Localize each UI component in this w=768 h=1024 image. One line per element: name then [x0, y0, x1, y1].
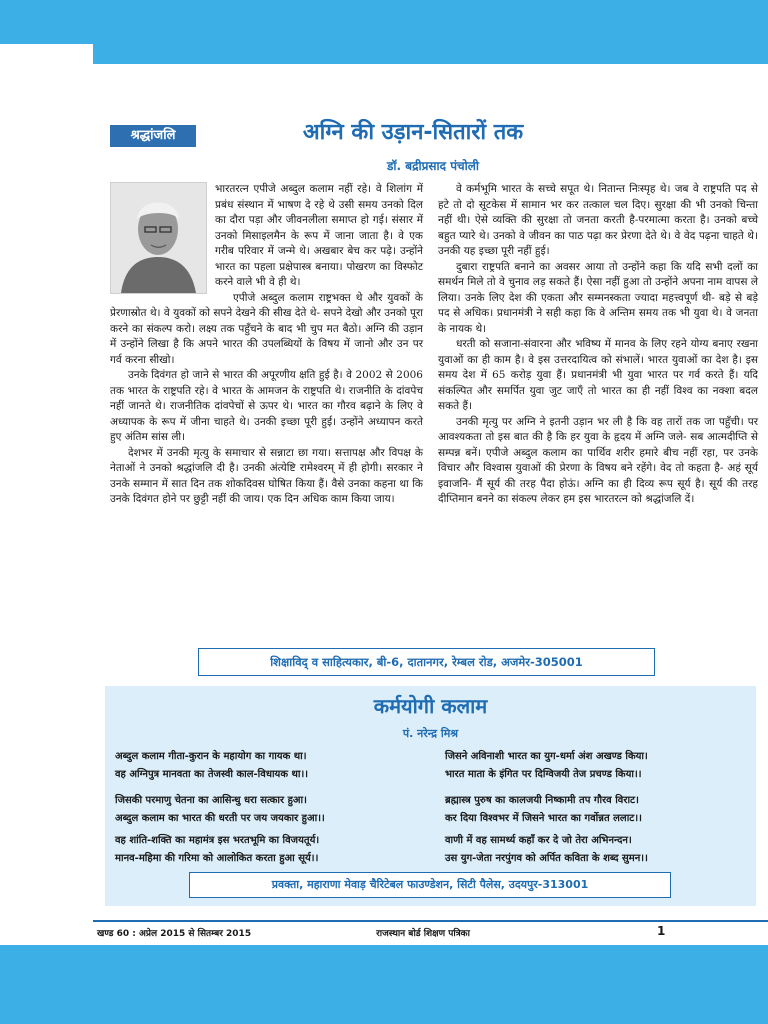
- poem-stanza: [445, 748, 648, 784]
- poem-stanza: [115, 792, 325, 828]
- paragraph: भारतरत्न एपीजे अब्दुल कलाम नहीं रहे। वे शिलांग में प्रबंध संस्थान में भाषण दे रहे थे उसी समय उनको दिल का दौरा पड़ा और जीवनलीला समाप्त हो गई। संसार में उनको मिसाइलमैन के रूप में जाना जाता है। वे एक गरीब परिवार में जन्मे थे। अखबार बेच कर पढ़े। उन्होंने भारत का पहला प्रक्षेपास्त्र बनाया। पोखरण का विस्फोट करने वाले भी वे ही थे।: [215, 183, 423, 288]
- bottom-color-band: [0, 945, 768, 1024]
- article-title: अग्नि की उड़ान-सितारों तक: [302, 120, 524, 145]
- poem-line: वह अग्निपुत्र मानवता का तेजस्वी काल-विधायक था।।: [115, 769, 309, 780]
- poem-line: कर दिया विश्वभर में जिसने भारत का गर्वोन्नत ललाट।।: [445, 813, 642, 824]
- poem-line: ब्रह्मास्त्र पुरुष का कालजयी निष्कामी तप गौरव विराट।: [445, 795, 639, 806]
- footer-rule: [93, 920, 768, 922]
- paragraph: उनके दिवंगत हो जाने से भारत की अपूरणीय क्षति हुई है। वे 2002 से 2006 तक भारत के राष्ट्रपति रहे। वे भारत के आमजन के राष्ट्रपति थे। राजनीति के दांवपेच नहीं जानते थे। राजनीतिक दांवपेचों से ऊपर थे। भारत का गौरव बढ़ाने के लिए वे अध्यापक के रूप में जीना चाहते थे। उनकी इच्छा पूरी हुई। उन्होंने अध्यापन करते हुए अंतिम सांस ली।: [110, 369, 423, 443]
- paragraph: धरती को सजाना-संवारना और भविष्य में मानव के लिए रहने योग्य बनाए रखना युवाओं का ही काम है। वे इस उत्तरदायित्व को संभालें। भारत युवाओं का देश है। इस समय देश में 65 करोड़ युवा हैं। प्रधानमंत्री भी युवा भारत पर गर्व करते हैं। यदि संकल्पित और समर्पित युवा जुट जाएँ तो भारत का ही नहीं विश्व का नक्शा बदल सकते हैं।: [438, 338, 758, 412]
- paragraph: एपीजे अब्दुल कलाम राष्ट्रभक्त थे और युवकों के प्रेरणास्रोत थे। वे युवकों को सपने देखने की सीख देते थे- सपने देखो और उनको पूरा करने का संकल्प करो। लक्ष्य तक पहुँचने के बाद भी चुप मत बैठो। अग्नि की उड़ान में उन्होंने लिखा है कि अपने भारत की उपलब्धियों के विषय में जानो और उन पर गर्व करना सीखो।: [110, 291, 423, 366]
- poem-line: भारत माता के इंगित पर दिग्विजयी तेज प्रचण्ड किया।।: [445, 769, 642, 780]
- poem-line: जिसकी परमाणु चेतना का आसिन्धु धरा सत्कार हुआ।: [115, 795, 307, 806]
- paragraph: दुबारा राष्ट्रपति बनाने का अवसर आया तो उन्होंने कहा कि यदि सभी दलों का समर्थन मिले तो वे चुनाव लड़ सकते हैं। ऐसा नहीं हुआ तो उन्होंने अपना नाम वापस ले लिया। उनके लिए देश की एकता और सम्मनस्कता ज्यादा महत्त्वपूर्ण थी- बड़े से बड़े पद से अधिक। प्रधानमंत्री ने सही कहा कि वे अन्तिम समय तक भी युवा थे। वे जनता के नायक थे।: [438, 260, 758, 335]
- poet-address: प्रवक्ता, महाराणा मेवाड़ चैरिटेबल फाउण्डेशन, सिटी पैलेस, उदयपुर-313001: [189, 872, 671, 898]
- paragraph: देशभर में उनकी मृत्यु के समाचार से सन्नाटा छा गया। सत्तापक्ष और विपक्ष के नेताओं ने उनको श्रद्धांजलि दी है। उनकी अंत्येष्टि रामेश्वरम् में ही होगी। सरकार ने उनके सम्मान में सात दिन तक शोकदिवस घोषित किया हैं। वैसे उनका कहना था कि उनके दिवंगत होने पर छुट्टी नहीं की जाय। एक दिन अधिक काम किया जाय।: [110, 446, 423, 505]
- poem-stanza: [445, 792, 642, 828]
- author-portrait: [110, 182, 207, 294]
- poem-line: अब्दुल कलाम का भारत की धरती पर जय जयकार हुआ।।: [115, 813, 325, 824]
- paragraph: वे कर्मभूमि भारत के सच्चे सपूत थे। नितान्त निःस्पृह थे। जब वे राष्ट्रपति पद से हटे तो दो सूटकेस में सामान भर कर तत्काल चल दिए। सुरक्षा की भी उनको चिन्ता नहीं थी। ऐसे व्यक्ति की सुरक्षा तो जनता करती है-परमात्मा करता है। उनको बच्चे बहुत प्यारे थे। उनको वे जीवन का पाठ पढ़ा कर प्रेरणा देते थे। वे वेद पढ़ना चाहते थे। उनकी यह इच्छा पूरी नहीं हुई।: [438, 183, 758, 257]
- poem-stanza: [445, 832, 648, 868]
- footer-journal: राजस्थान बोर्ड शिक्षण पत्रिका: [376, 929, 470, 939]
- poem-title: कर्मयोगी कलाम: [373, 694, 488, 718]
- poem-line: अब्दुल कलाम गीता-कुरान के महायोग का गायक था।: [115, 751, 307, 762]
- poem-stanza: [115, 748, 308, 784]
- poem-box: [105, 686, 756, 906]
- section-tag: श्रद्धांजलि: [110, 125, 196, 147]
- header-rule: [93, 44, 768, 64]
- article-column-left: [110, 182, 423, 508]
- top-color-band: [0, 0, 768, 44]
- poem-line: वाणी में वह सामर्थ्य कहाँ कर दे जो तेरा अभिनन्दन।: [445, 835, 632, 846]
- poem-stanza: [115, 832, 319, 868]
- poem-line: मानव-महिमा की गरिमा को आलोकित करता हुआ सूर्य।।: [115, 853, 319, 864]
- poem-author: पं. नरेन्द्र मिश्र: [402, 727, 459, 740]
- poem-line: जिसने अविनाशी भारत का युग-धर्मा अंश अखण्ड किया।: [445, 751, 648, 762]
- page-number: 1: [657, 924, 666, 938]
- paragraph: उनकी मृत्यु पर अग्नि ने इतनी उड़ान भर ली है कि वह तारों तक जा पहुँची। पर आवश्यकता तो इस बात की है कि हर युवा के हृदय में अग्नि जले- सब आत्मदीप्ति से सम्पन्न बनें। एपीजे अब्दुल कलाम का पार्थिव शरीर हमारे बीच नहीं रहा, पर उनके विचार और विश्वास युवाओं की प्रेरणा के विषय बने रहेंगे। वेद तो कहता है- अहं सूर्य इवाजनि- मैं सूर्य की तरह पैदा होऊं। अग्नि का ही दिव्य रूप सूर्य है। सूर्य की तरह दीप्तिमान बनने का संकल्प लेकर हम इस भारतरत्न को श्रद्धांजलि दें।: [438, 415, 758, 505]
- footer-issue: खण्ड 60 : अप्रेल 2015 से सितम्बर 2015: [97, 929, 252, 939]
- poem-line: उस युग-जेता नरपुंगव को अर्पित कविता के शब्द सुमन।।: [445, 853, 648, 864]
- article-column-right: [438, 182, 758, 508]
- document-page: [93, 44, 768, 945]
- author-address: शिक्षाविद् व साहित्यकार, बी-6, दातानगर, रेम्बल रोड, अजमेर-305001: [198, 648, 655, 676]
- article-author: डॉ. बद्रीप्रसाद पंचोली: [387, 159, 479, 173]
- poem-line: वह शांति-शक्ति का महामंत्र इस भरतभूमि का विजयतूर्य।: [115, 835, 320, 846]
